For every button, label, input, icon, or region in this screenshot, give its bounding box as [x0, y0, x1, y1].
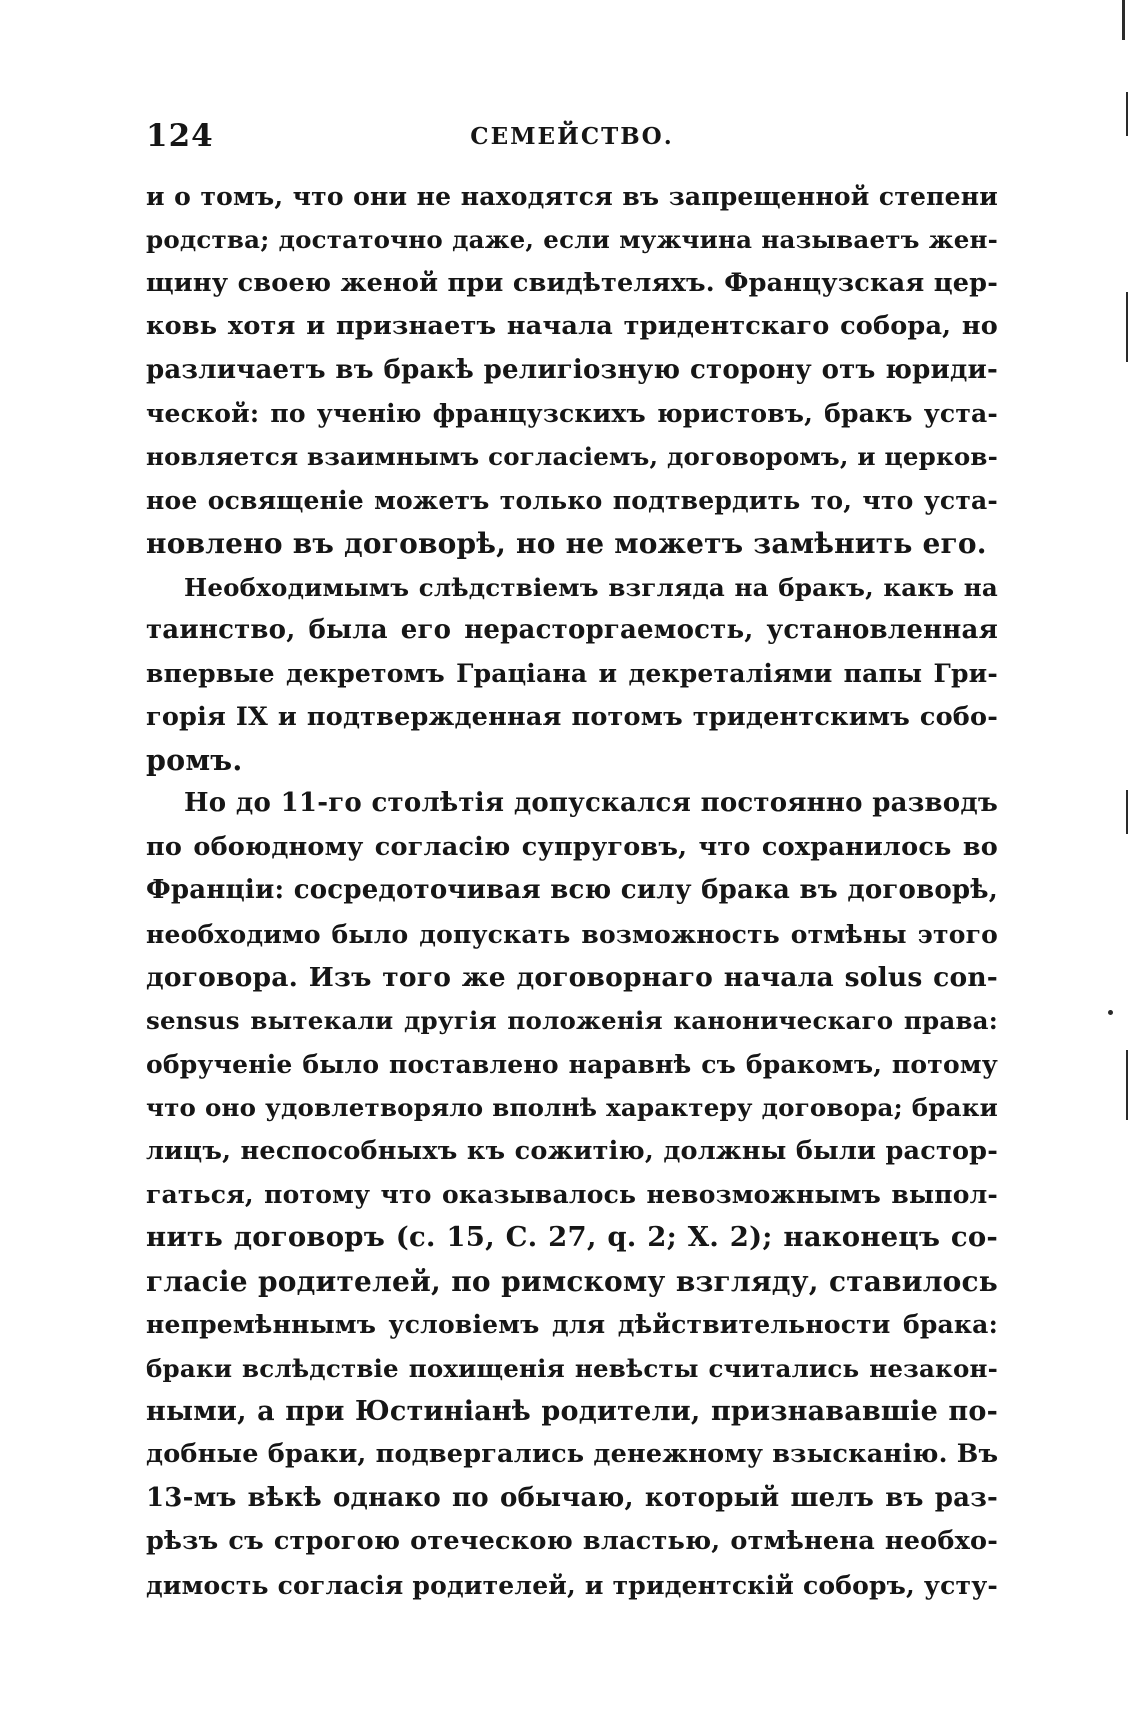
text-line: димость согласія родителей, и тридентскій соборъ, усту- — [146, 1570, 998, 1600]
text-line: рѣзъ съ строгою отеческою властью, отмѣнена необхо- — [146, 1526, 998, 1557]
text-line: родства; достаточно даже, если мужчина называетъ жен- — [146, 225, 998, 255]
text-line: новлено въ договорѣ, но не можетъ замѣнить его. — [146, 527, 987, 561]
text-line: по обоюдному согласію супруговъ, что сохранилось во — [146, 831, 998, 862]
text-line: договора. Изъ того же договорнаго начала solus con- — [146, 962, 998, 994]
paragraph-3 — [146, 782, 998, 1606]
scan-speck — [1108, 1010, 1113, 1015]
text-line: необходимо было допускать возможность отмѣны этого — [146, 919, 998, 949]
text-line: непремѣннымъ условіемъ для дѣйствительности брака: — [146, 1310, 998, 1340]
text-line: различаетъ въ бракѣ религіозную сторону отъ юриди- — [146, 354, 998, 385]
text-line: Франціи: сосредоточивая всю силу брака въ договорѣ, — [146, 875, 998, 906]
text-line: 13-мъ вѣкѣ однако по обычаю, который шелъ въ раз- — [146, 1482, 998, 1513]
page-number: 124 — [146, 118, 214, 154]
text-line: ческой: по ученію французскихъ юристовъ, бракъ уста- — [146, 398, 998, 428]
text-line: sensus вытекали другія положенія каноническаго права: — [146, 1006, 998, 1036]
scan-edge-mark — [1126, 790, 1128, 834]
text-line: и о томъ, что они не находятся въ запрещенной степени — [146, 182, 998, 211]
scan-edge-mark — [1126, 92, 1128, 136]
running-head — [146, 118, 998, 158]
text-line: Необходимымъ слѣдствіемъ взгляда на бракъ, какъ на — [184, 572, 998, 602]
text-line: ными, а при Юстиніанѣ родители, признававшіе по- — [146, 1395, 998, 1427]
text-line: лицъ, неспособныхъ къ сожитію, должны были растор- — [146, 1135, 998, 1166]
text-line: таинство, была его нерасторгаемость, установленная — [146, 614, 998, 645]
text-line: гаться, потому что оказывалось невозможнымъ выпол- — [146, 1179, 998, 1209]
paragraph-1 — [146, 175, 998, 566]
scan-edge-mark — [1126, 292, 1128, 362]
text-line: горія IX и подтвержденная потомъ тридентскимъ собо- — [146, 701, 998, 732]
text-line: ромъ. — [146, 743, 243, 778]
text-line: обрученіе было поставлено наравнѣ съ бракомъ, потому — [146, 1049, 998, 1079]
text-line: что оно удовлетворяло вполнѣ характеру договора; браки — [146, 1093, 998, 1123]
text-line: щину своею женой при свидѣтеляхъ. Французская цер- — [146, 267, 998, 298]
text-line: ковь хотя и признаетъ начала тридентскаго собора, но — [146, 311, 998, 342]
text-line: гласіе родителей, по римскому взгляду, ставилось — [146, 1264, 998, 1298]
text-line: браки вслѣдствіе похищенія невѣсты считались незакон- — [146, 1353, 998, 1383]
text-line: впервые декретомъ Граціана и декреталіями папы Гри- — [146, 659, 998, 689]
scan-edge-mark — [1122, 0, 1125, 40]
text-line: нить договоръ (с. 15, С. 27, q. 2; X. 2); наконецъ со- — [146, 1221, 998, 1254]
text-line: добные браки, подвергались денежному взысканію. Въ — [146, 1439, 999, 1470]
page-title: СЕМЕЙСТВО. — [470, 123, 674, 150]
paragraph-2 — [146, 566, 998, 783]
text-line: Но до 11-го столѣтія допускался постоянно разводъ — [184, 788, 998, 819]
scan-edge-mark — [1126, 1050, 1128, 1120]
text-line: новляется взаимнымъ согласіемъ, договоромъ, и церков- — [146, 442, 998, 472]
text-line: ное освященіе можетъ только подтвердить то, что уста- — [146, 485, 998, 515]
body-text — [146, 175, 998, 1607]
